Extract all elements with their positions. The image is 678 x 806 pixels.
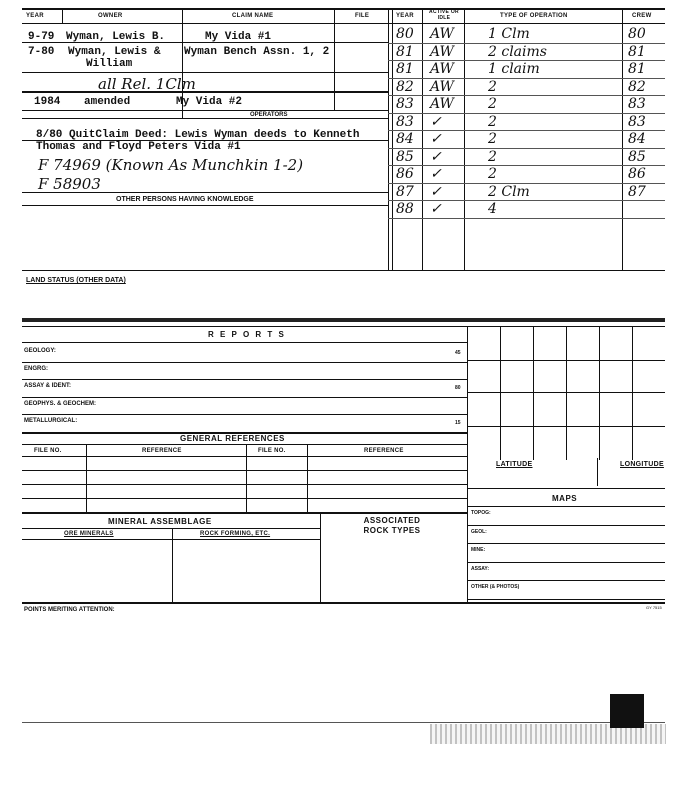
- operators-label: OPERATORS: [250, 112, 288, 118]
- activity-type: 2 claims: [488, 43, 547, 60]
- owner-row-1-owner: Wyman, Lewis B.: [66, 31, 166, 43]
- map-row-label: MINE:: [471, 547, 486, 553]
- report-line: [22, 379, 467, 380]
- activity-crew: 84: [628, 131, 646, 147]
- activity-type: 2: [488, 78, 497, 95]
- activity-year: 81: [396, 61, 414, 77]
- activity-type: 2 Clm: [488, 183, 530, 200]
- activity-year: 88: [396, 201, 414, 217]
- activity-year: 80: [396, 26, 414, 42]
- header-owner: OWNER: [98, 13, 123, 19]
- header-type-of-operation: TYPE OF OPERATION: [500, 13, 568, 19]
- general-references-title: GENERAL REFERENCES: [180, 434, 285, 443]
- ref-header-reference-2: REFERENCE: [364, 448, 404, 454]
- points-meriting-label: POINTS MERITING ATTENTION:: [24, 607, 115, 613]
- activity-type: 2: [488, 131, 497, 147]
- latitude-label: LATITUDE: [496, 461, 533, 468]
- handwritten-file-1: F 74969 (Known As Munchkin 1-2): [38, 156, 304, 174]
- ref-header-file-2: FILE NO.: [258, 448, 286, 454]
- owner-row-2-cont: William: [86, 58, 133, 70]
- activity-type: 2: [488, 166, 497, 182]
- other-persons-label: OTHER PERSONS HAVING KNOWLEDGE: [116, 196, 254, 203]
- activity-crew: 87: [628, 183, 646, 200]
- longitude-label: LONGITUDE: [620, 461, 664, 468]
- owner-row-2-claim: Wyman Bench Assn. 1, 2: [184, 46, 330, 58]
- activity-crew: 85: [628, 148, 646, 165]
- report-number: 15: [455, 420, 461, 426]
- row-1984-claim: My Vida #2: [176, 96, 243, 108]
- activity-status: AW: [430, 61, 454, 77]
- activity-type: 1 Clm: [488, 26, 530, 42]
- activity-type: 2: [488, 148, 497, 165]
- quitclaim-line-1: 8/80 QuitClaim Deed: Lewis Wyman deeds to Kenneth: [36, 129, 360, 141]
- header-file: FILE: [355, 13, 370, 19]
- rock-forming-header: ROCK FORMING, ETC.: [200, 531, 271, 537]
- activity-status: AW: [430, 26, 454, 42]
- ore-minerals-header: ORE MINERALS: [64, 531, 114, 537]
- report-line: [22, 414, 467, 415]
- activity-type: 1 claim: [488, 61, 540, 77]
- activity-row-line: [388, 218, 665, 219]
- row-1984-owner: amended: [84, 96, 131, 108]
- report-line: [22, 397, 467, 398]
- handwritten-file-2: F 58903: [38, 175, 101, 193]
- activity-status: ✓: [430, 131, 442, 147]
- activity-year: 83: [396, 113, 414, 130]
- map-row-label: TOPOG:: [471, 510, 491, 516]
- map-row-label: ASSAY:: [471, 565, 490, 572]
- map-row-line: [467, 525, 665, 526]
- header-crew: CREW: [632, 13, 652, 19]
- quitclaim-line-2: Thomas and Floyd Peters Vida #1: [36, 141, 241, 153]
- activity-status: AW: [430, 78, 454, 95]
- owner-row-2-owner: Wyman, Lewis &: [68, 46, 161, 58]
- report-line: [22, 362, 467, 363]
- activity-status: ✓: [430, 166, 442, 182]
- owner-row-1-year: 9-79: [28, 31, 55, 43]
- ref-header-file-1: FILE NO.: [34, 448, 62, 454]
- map-row-line: [467, 580, 665, 581]
- activity-crew: 83: [628, 96, 646, 112]
- activity-year: 86: [396, 166, 414, 182]
- map-row-line: [467, 599, 665, 600]
- activity-crew: 80: [628, 26, 646, 42]
- activity-status: ✓: [430, 148, 442, 165]
- activity-type: 2: [488, 113, 497, 130]
- form-code: GY 7515: [646, 605, 662, 610]
- activity-year: 83: [396, 96, 414, 112]
- activity-status: ✓: [430, 183, 442, 200]
- maps-title: MAPS: [552, 494, 578, 503]
- handwritten-owner-note: all Rel. 1Clm: [98, 75, 196, 93]
- land-status-label: LAND STATUS (OTHER DATA): [26, 277, 126, 284]
- activity-status: ✓: [430, 201, 442, 217]
- activity-crew: 82: [628, 78, 646, 95]
- activity-crew: 81: [628, 43, 646, 60]
- map-row-line: [467, 543, 665, 544]
- ref-header-reference-1: REFERENCE: [142, 448, 182, 454]
- header-active-idle: ACTIVE OR IDLE: [429, 9, 459, 21]
- header-year-2: YEAR: [396, 13, 414, 19]
- report-label: METALLURGICAL:: [24, 418, 78, 424]
- activity-type: 2: [488, 96, 497, 112]
- header-year: YEAR: [26, 13, 44, 19]
- activity-year: 82: [396, 78, 414, 95]
- report-number: 45: [455, 350, 461, 356]
- activity-year: 84: [396, 131, 414, 147]
- activity-status: AW: [430, 43, 454, 60]
- reports-title: R E P O R T S: [208, 330, 286, 339]
- activity-status: AW: [430, 96, 454, 112]
- activity-year: 81: [396, 43, 414, 60]
- activity-year: 87: [396, 183, 414, 200]
- activity-status: ✓: [430, 113, 442, 130]
- activity-crew: 83: [628, 113, 646, 130]
- report-label: GEOLOGY:: [24, 348, 56, 354]
- row-1984-year: 1984: [34, 96, 61, 108]
- activity-crew: 81: [628, 61, 646, 77]
- owner-row-1-claim: My Vida #1: [205, 31, 272, 43]
- activity-crew: 86: [628, 166, 646, 182]
- report-number: 80: [455, 385, 461, 391]
- header-claim-name: CLAIM NAME: [232, 13, 274, 19]
- report-label: ENGRG:: [24, 365, 48, 372]
- mineral-assemblage-title: MINERAL ASSEMBLAGE: [108, 517, 212, 526]
- associated-rock-types: ASSOCIATED ROCK TYPES: [363, 516, 421, 535]
- map-row-label: GEOL:: [471, 528, 487, 535]
- map-row-line: [467, 562, 665, 563]
- owner-row-2-year: 7-80: [28, 46, 55, 58]
- map-row-label: OTHER (& PHOTOS): [471, 584, 520, 590]
- activity-type: 4: [488, 201, 497, 217]
- activity-year: 85: [396, 148, 414, 165]
- report-label: GEOPHYS. & GEOCHEM:: [24, 400, 97, 407]
- report-label: ASSAY & IDENT:: [24, 383, 72, 389]
